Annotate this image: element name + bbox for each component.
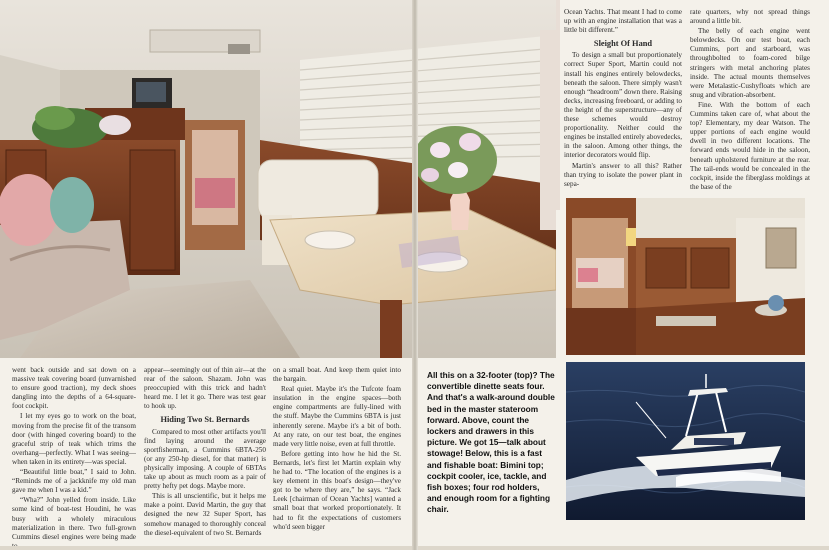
right-col-1 [564,8,682,190]
paragraph: Real quiet. Maybe it's the Tufcote foam insulation in the engine spaces—both engine compartments are fully-lined with the stuff. Maybe the Cummins 6BTA is just inherently serene. Maybe it's a bit of both. At any rate, on our test boat, the engines made very little noise, even at full throttle. [273,385,401,448]
section-heading: Sleight Of Hand [593,39,653,49]
photo-caption: All this on a 32-footer (top)? The convertible dinette seats four. And that's a walk-around double bed in the master stateroom forward. Above, count the lockers and drawers in this picture. We got 15—talk about stowage! Below, this is a fast and fishable boat: Bimini top; cockpit cooler, ice, tackle, and fish boxes; four rod holders, and enough room for a fighting chair. [427,370,555,515]
paragraph: rate quarters, why not spread things around a little bit. [690,8,810,26]
right-col-2 [690,8,810,193]
paragraph: “Beautiful little boat,” I said to John. “Reminds me of a jackknife my old man gave me when I was a kid.” [12,468,136,495]
saloon-photo [0,0,556,358]
paragraph: I let my eyes go to work on the boat, moving from the precise fit of the transom door (with hinged covering board) to the graceful strip of teak which trims the overhang—perfectly. What I was seeing—when taken in its entirety—was special. [12,412,136,466]
paragraph: Martin's answer to all this? Rather than trying to isolate the power plant in sepa- [564,161,682,188]
saloon-photo-extension [556,0,560,210]
paragraph: went back outside and sat down on a massive teak covering board (unvarnished to ensure good traction), my deck shoes dangling into the depths of a 64-square-foot cockpit. [12,366,136,411]
boat-running-photo [566,362,805,520]
page-edge-right [418,546,829,550]
page-edge-left [0,546,412,550]
left-col-2 [144,366,266,539]
section-heading: Hiding Two St. Bernards [160,415,250,425]
paragraph: Compared to most other artifacts you'll find laying around the average sportfisherman, a Cummins 6BTA-250 (or any 250-hp diesel, for that matter) is physically imposing. A couple of 6BTAs take up about as much room as a pair of pretty hefty pet dogs. Maybe more. [144,427,266,491]
page-gutter [412,0,418,550]
paragraph: Before getting into how he hid the St. Bernards, let's first let Martin explain why he had to. “The location of the engines is a key element in this boat's design—they've got to be where they are,” he says. “Jack Leek [chairman of Ocean Yachts] wanted a small boat that worked proportionately. It had to fit the expectations of customers who'd seen bigger [273,449,401,531]
left-col-3 [273,366,401,533]
left-col-1 [12,366,136,550]
paragraph: Fine. With the bottom of each Cummins taken care of, what about the top? Elementary, my dear Watson. The upper portions of each engine would dwell in two different locations. The forward ends would hide in the saloon, beneath upholstered furniture at the rear. The tail-ends would be concealed in the cockpit, inside the fiberglass moldings at the base of the [690,100,810,191]
paragraph: Ocean Yachts. That meant I had to come up with an engine installation that was a little bit different.” [564,8,682,35]
paragraph: The belly of each engine went belowdecks. On our test boat, each Cummins, port and starboard, was throughbolted to foam-cored bilge stringers with metal anchoring plates inside. The actual mounts themselves were Metalastic-Cushyfloats which are snug and vibration-absorbent. [690,27,810,99]
paragraph: This is all unscientific, but it helps me make a point. David Martin, the guy that designed the new 32 Super Sport, has somehow managed to thoroughly conceal the diesel-equivalent of two St. Bernards [144,492,266,537]
stateroom-photo [566,198,805,355]
paragraph: on a small boat. And keep them quiet into the bargain. [273,366,401,384]
paragraph: To design a small but proportionately correct Super Sport, Martin could not install his engines entirely belowdecks, beneath the saloon. There simply wasn't enough “headroom” down there. Raising decks, increasing freeboard, or adding to the height of the superstructure—any of these schemes would destroy proportionality. Neither could the engines be installed entirely abovedecks, in the saloon. Among other things, the interior decorators would flip. [564,51,682,160]
paragraph: “Wha?” John yelled from inside. Like some kind of boat-test Houdini, he was busy with a wholely miraculous materialization in there. Two full-grown Cummins diesel engines were being made [12,496,136,541]
paragraph: appear—seemingly out of thin air—at the rear of the saloon. Shazam. John was preoccupied with this trick and hadn't heard me. I let it go. There was test gear to hook up. [144,366,266,411]
